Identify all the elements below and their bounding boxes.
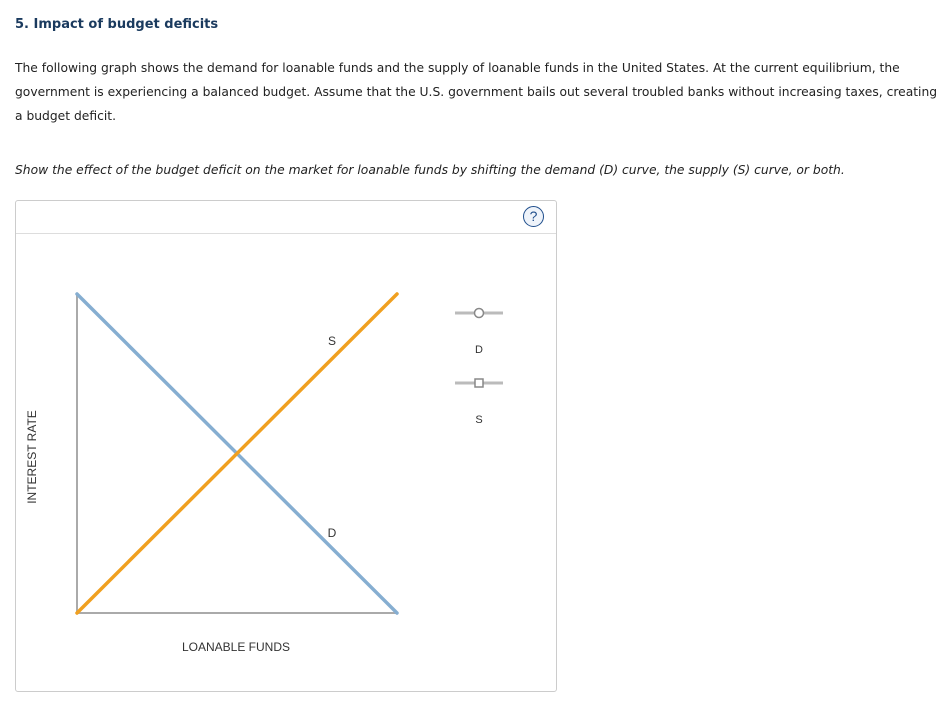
question-description: The following graph shows the demand for loanable funds and the supply of loanable funds in the United States. At the current equilibrium, the government is experiencing a balanced budget. Assume that the U.S. government bails out several troubled banks without increasing taxes, creating a budget deficit. (15, 61, 938, 123)
y-axis-title: INTEREST RATE (25, 410, 39, 504)
square-marker-icon[interactable] (475, 379, 483, 387)
supply-tool-label: S (475, 414, 483, 426)
circle-marker-icon[interactable] (475, 309, 484, 318)
help-icon[interactable]: ? (523, 206, 544, 227)
demand-tool-label: D (475, 344, 483, 356)
demand-tool[interactable] (455, 309, 503, 357)
demand-curve-label: D (327, 526, 337, 540)
supply-tool[interactable] (455, 379, 503, 426)
loanable-funds-graph (16, 201, 556, 691)
graph-panel (15, 200, 557, 692)
question-instruction: Show the effect of the budget deficit on the market for loanable funds by shifting the demand (D) curve, the supply (S) curve, or both. (15, 163, 845, 177)
supply-curve-label: S (327, 334, 337, 348)
question-title: 5. Impact of budget deficits (15, 17, 219, 32)
x-axis-title: LOANABLE FUNDS (181, 640, 291, 654)
